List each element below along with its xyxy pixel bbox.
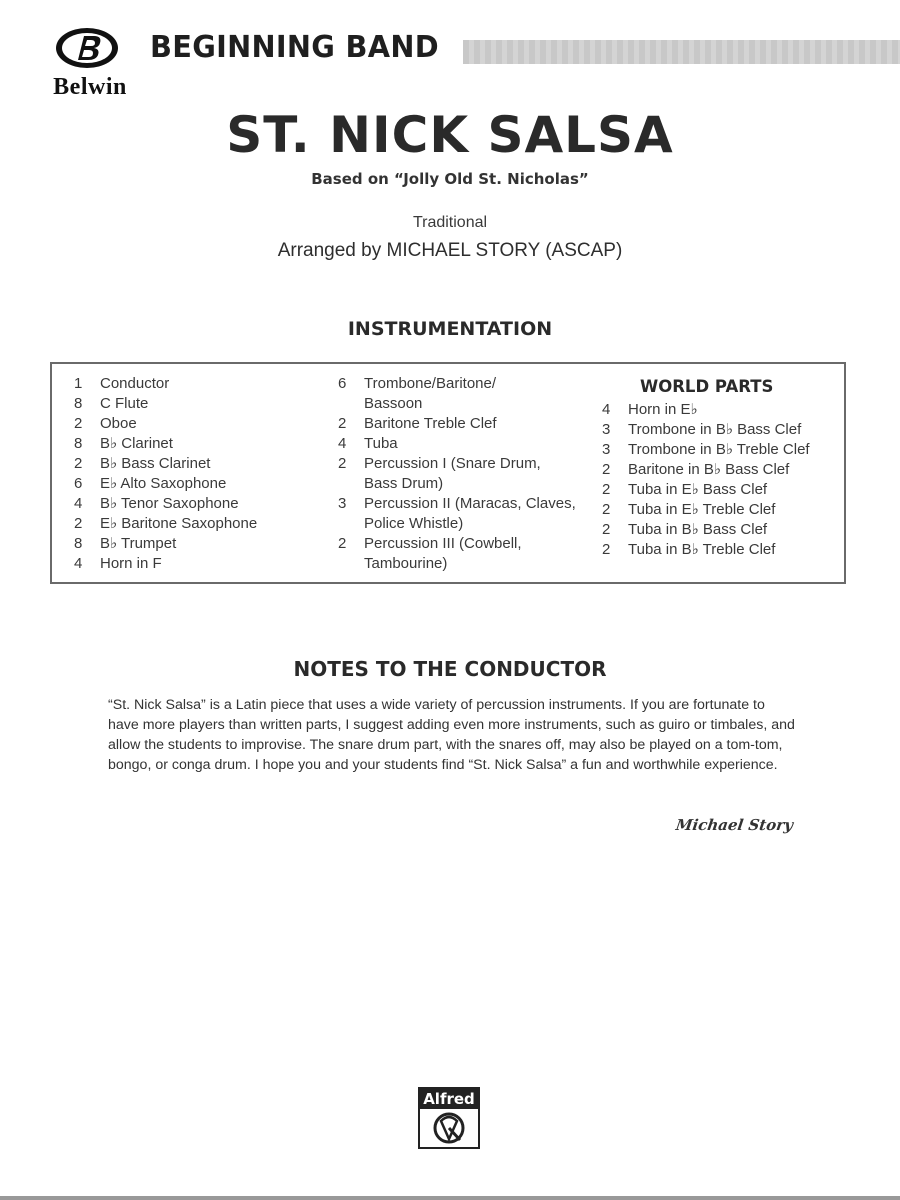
instrument-qty: 2 [602, 521, 611, 538]
instrument-qty: 4 [74, 495, 83, 512]
instrument-qty: 2 [602, 481, 611, 498]
alfred-logo [418, 1087, 480, 1149]
arranger-signature: Michael Story [674, 816, 795, 834]
instrument-row [74, 534, 334, 554]
belwin-logo-text: Belwin [53, 74, 127, 100]
instrument-qty: 8 [74, 435, 83, 452]
instrument-name: C Flute [100, 395, 149, 412]
instrument-qty: 3 [338, 495, 347, 512]
instrument-row [338, 374, 588, 414]
instrument-qty: 2 [338, 455, 347, 472]
instrument-name: Percussion II (Maracas, Claves, Police Whistle) [364, 495, 576, 532]
instrument-row [74, 454, 334, 474]
instrument-row [74, 434, 334, 454]
instrument-row [338, 434, 588, 454]
arranger-credit: Arranged by MICHAEL STORY (ASCAP) [277, 240, 623, 261]
instrument-name: B♭ Clarinet [100, 435, 173, 452]
belwin-b-icon [54, 26, 120, 70]
instrument-name: B♭ Tenor Saxophone [100, 495, 239, 512]
page-title: ST. NICK SALSA [226, 106, 674, 164]
composer-credit: Traditional [412, 214, 488, 231]
instrument-name: Baritone Treble Clef [364, 415, 497, 432]
world-parts-heading: WORLD PARTS [640, 377, 774, 396]
series-bar [463, 40, 900, 64]
instrument-qty: 4 [602, 401, 611, 418]
instrument-name: Tuba [364, 435, 398, 452]
instrument-qty: 8 [74, 395, 83, 412]
instrument-row [338, 414, 588, 434]
instrument-row [602, 460, 842, 480]
instrument-name: B♭ Trumpet [100, 535, 177, 552]
instrument-name: Conductor [100, 375, 170, 392]
instrument-name: Trombone in B♭ Treble Clef [628, 441, 810, 458]
instrument-row [74, 394, 334, 414]
instrument-qty: 4 [338, 435, 347, 452]
instrument-row [338, 494, 588, 534]
instrument-row [602, 440, 842, 460]
instrument-name: Tuba in B♭ Bass Clef [628, 521, 768, 538]
instrument-qty: 3 [602, 441, 611, 458]
instrument-row [602, 420, 842, 440]
bottom-rule [0, 1196, 900, 1200]
belwin-logo [30, 26, 150, 102]
instrument-row [74, 494, 334, 514]
instrument-qty: 3 [602, 421, 611, 438]
instrument-row [74, 514, 334, 534]
instrument-row [602, 400, 842, 420]
instrument-qty: 2 [338, 415, 347, 432]
world-parts-column [602, 374, 842, 560]
instrument-name: E♭ Baritone Saxophone [100, 515, 258, 532]
instrument-qty: 2 [602, 461, 611, 478]
instrument-row [602, 480, 842, 500]
instrumentation-heading: INSTRUMENTATION [347, 318, 553, 340]
instrument-row [338, 534, 588, 574]
instrument-qty: 2 [74, 455, 83, 472]
instrument-row [602, 520, 842, 540]
instrument-name: Horn in F [100, 555, 162, 572]
instrument-qty: 6 [74, 475, 83, 492]
instrumentation-column-2 [338, 374, 588, 574]
instrument-row [74, 374, 334, 394]
instrument-row [338, 454, 588, 494]
instrumentation-column-1 [74, 374, 334, 574]
instrument-name: Horn in E♭ [628, 401, 698, 418]
instrument-name: Percussion III (Cowbell, Tambourine) [364, 535, 522, 572]
alfred-emblem-icon [426, 1111, 472, 1145]
instrument-qty: 2 [74, 415, 83, 432]
instrument-row [74, 414, 334, 434]
instrument-name: Tuba in E♭ Treble Clef [628, 501, 776, 518]
instrument-qty: 2 [602, 541, 611, 558]
instrument-qty: 2 [602, 501, 611, 518]
instrument-qty: 1 [74, 375, 83, 392]
instrument-name: Trombone in B♭ Bass Clef [628, 421, 802, 438]
instrument-name: E♭ Alto Saxophone [100, 475, 227, 492]
instrumentation-box [50, 362, 846, 584]
instrument-qty: 2 [338, 535, 347, 552]
instrument-qty: 4 [74, 555, 83, 572]
instrument-name: Baritone in B♭ Bass Clef [628, 461, 790, 478]
series-title: BEGINNING BAND [150, 30, 439, 65]
instrument-qty: 6 [338, 375, 347, 392]
instrument-row [74, 474, 334, 494]
instrument-row [602, 500, 842, 520]
notes-heading: NOTES TO THE CONDUCTOR [293, 657, 607, 681]
alfred-logo-text: Alfred [420, 1089, 478, 1109]
instrument-name: Tuba in B♭ Treble Clef [628, 541, 776, 558]
notes-body: “St. Nick Salsa” is a Latin piece that uses a wide variety of percussion instruments. If you are fortunate to have more players than written parts, I suggest adding even more instruments, such as guiro or timbales, and allow the students to improvise. The snare drum part, with the snares off, may also be played on a tom-tom, bongo, or conga drum. I hope you and your students find “St. Nick Salsa” a fun and worthwhile experience. [108, 697, 795, 773]
instrument-name: Percussion I (Snare Drum, Bass Drum) [364, 455, 541, 492]
instrument-name: Trombone/Baritone/ Bassoon [364, 375, 497, 412]
instrument-name: Oboe [100, 415, 137, 432]
instrument-row [74, 554, 334, 574]
subtitle: Based on “Jolly Old St. Nicholas” [311, 170, 589, 188]
instrument-qty: 2 [74, 515, 83, 532]
instrument-qty: 8 [74, 535, 83, 552]
instrument-name: Tuba in E♭ Bass Clef [628, 481, 768, 498]
instrument-row [602, 540, 842, 560]
instrument-name: B♭ Bass Clarinet [100, 455, 211, 472]
